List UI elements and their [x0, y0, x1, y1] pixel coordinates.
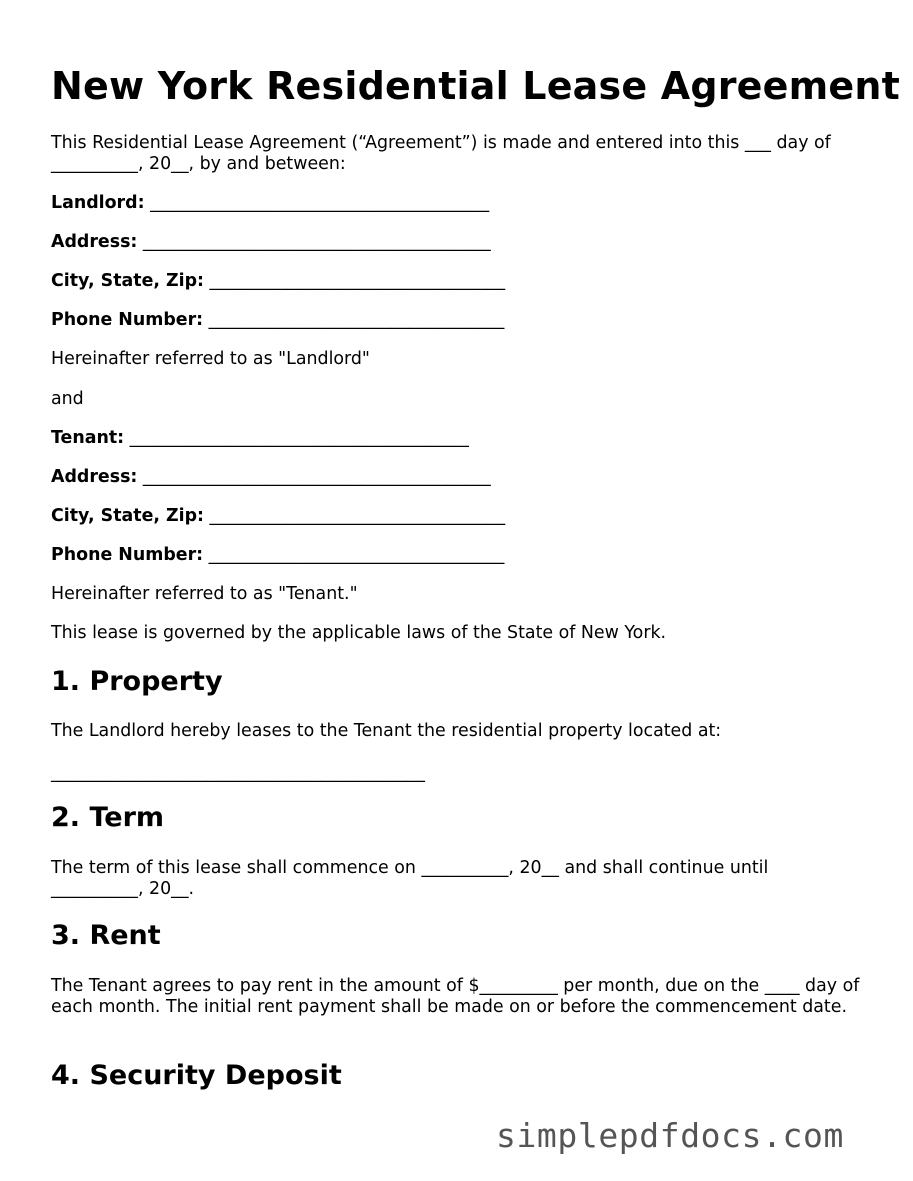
tenant-city-blank: __________________________________ — [209, 506, 506, 526]
page-title: New York Residential Lease Agreement — [51, 64, 901, 108]
tenant-address-label: Address: — [51, 467, 138, 487]
section-property-text: The Landlord hereby leases to the Tenant the residential property located at: — [51, 721, 722, 741]
watermark-text: simplepdfdocs.com — [496, 1116, 844, 1155]
and-text: and — [51, 389, 84, 409]
landlord-name-label: Landlord: — [51, 193, 145, 213]
tenant-address-blank: ________________________________________ — [142, 467, 491, 487]
tenant-name-label: Tenant: — [51, 428, 125, 448]
landlord-phone-label: Phone Number: — [51, 310, 204, 330]
landlord-name-blank: _______________________________________ — [150, 193, 490, 213]
tenant-phone-label: Phone Number: — [51, 545, 204, 565]
tenant-city-line — [51, 506, 505, 527]
tenant-city-label: City, State, Zip: — [51, 506, 204, 526]
section-rent-text: The Tenant agrees to pay rent in the amount of $_________ per month, due on the ____ day of each month. The initial rent payment shall be made on or before the commencement date. — [51, 976, 860, 1017]
landlord-phone-blank: __________________________________ — [208, 310, 505, 330]
landlord-city-label: City, State, Zip: — [51, 271, 204, 291]
landlord-address-label: Address: — [51, 232, 138, 252]
landlord-name-line — [51, 193, 489, 214]
section-property-blank: ___________________________________________ — [51, 763, 425, 783]
landlord-phone-line — [51, 310, 504, 331]
tenant-address-line — [51, 467, 491, 488]
governing-law-text: This lease is governed by the applicable laws of the State of New York. — [51, 623, 667, 643]
section-deposit-heading: 4. Security Deposit — [51, 1060, 342, 1091]
tenant-phone-line — [51, 545, 504, 566]
landlord-city-line — [51, 271, 505, 292]
section-term-text: The term of this lease shall commence on __________, 20__ and shall continue until __________, 20__. — [51, 858, 769, 899]
section-property-heading: 1. Property — [51, 666, 223, 697]
landlord-address-blank: ________________________________________ — [142, 232, 491, 252]
intro-paragraph: This Residential Lease Agreement (“Agreement”) is made and entered into this ___ day of __________, 20__, by and between: — [51, 133, 831, 174]
landlord-referred-text: Hereinafter referred to as "Landlord" — [51, 349, 370, 369]
landlord-city-blank: __________________________________ — [209, 271, 506, 291]
tenant-referred-text: Hereinafter referred to as "Tenant." — [51, 584, 358, 604]
section-rent-heading: 3. Rent — [51, 920, 161, 951]
tenant-name-blank: _______________________________________ — [129, 428, 469, 448]
tenant-name-line — [51, 428, 469, 449]
landlord-address-line — [51, 232, 491, 253]
section-term-heading: 2. Term — [51, 802, 165, 833]
tenant-phone-blank: __________________________________ — [208, 545, 505, 565]
